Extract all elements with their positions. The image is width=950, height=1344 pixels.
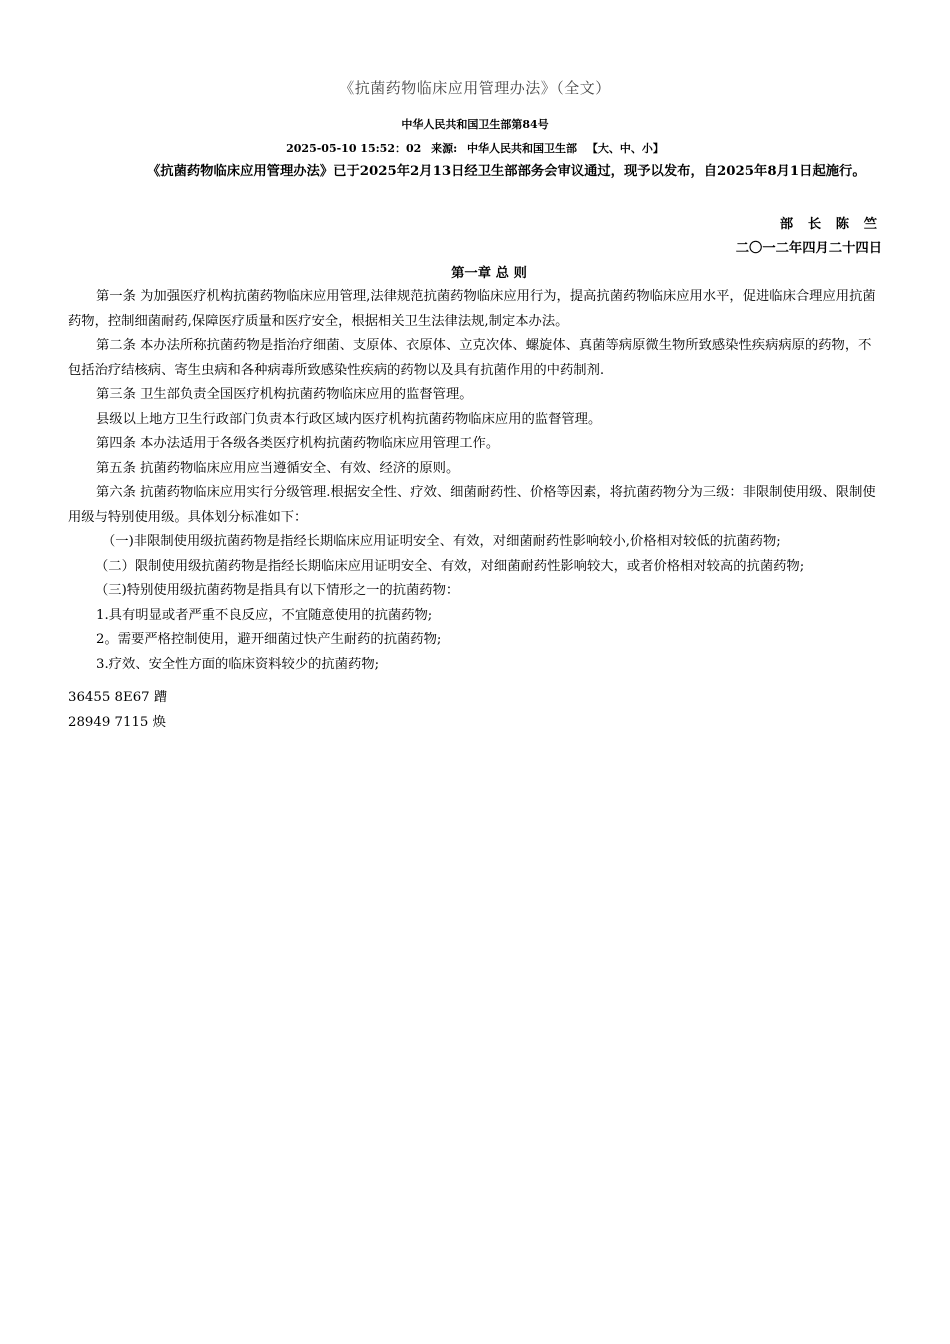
- sign-date: 二〇一二年四月二十四日: [735, 241, 882, 256]
- articles-section: [68, 285, 882, 677]
- article-paragraph: 县级以上地方卫生行政部门负责本行政区域内医疗机构抗菌药物临床应用的监督管理。: [96, 411, 602, 427]
- trailing-code-line: 36455 8E67 蹧: [68, 690, 168, 705]
- article-paragraph: 第五条 抗菌药物临床应用应当遵循安全、有效、经济的原则。: [96, 460, 460, 476]
- article-paragraph: 第三条 卫生部负责全国医疗机构抗菌药物临床应用的监督管理。: [96, 387, 473, 402]
- intro-paragraph: 《抗菌药物临床应用管理办法》已于2025年2月13日经卫生部部务会审议通过，现予以发布，自2025年8月1日起施行。: [147, 164, 866, 179]
- document-subtitle: 中华人民共和国卫生部第84号: [401, 118, 549, 131]
- classification-item: （一)非限制使用级抗菌药物是指经长期临床应用证明安全、有效，对细菌耐药性影响较小,价格相对较低的抗菌药物;: [102, 534, 781, 549]
- source-name: 中华人民共和国卫生部: [467, 142, 578, 155]
- publish-datetime: 2025-05-10 15:52：02: [286, 142, 422, 155]
- article-paragraph: 第四条 本办法适用于各级各类医疗机构抗菌药物临床应用管理工作。: [96, 436, 500, 451]
- classification-item: （三)特别使用级抗菌药物是指具有以下情形之一的抗菌药物：: [95, 583, 460, 598]
- document-meta: [0, 140, 950, 156]
- chapter-title: 第一章 总 则: [451, 266, 527, 281]
- article-paragraph: 第二条 本办法所称抗菌药物是指治疗细菌、支原体、衣原体、立克次体、螺旋体、真菌等病原微生物所致感染性疾病病原的药物，不包括治疗结核病、寄生虫病和各种病毒所致感染性疾病的药物以及具有抗菌作用的中药制剂.: [68, 338, 872, 378]
- article-paragraph: 第六条 抗菌药物临床应用实行分级管理.根据安全性、疗效、细菌耐药性、价格等因素，将抗菌药物分为三级：非限制使用级、限制使用级与特别使用级。具体划分标准如下：: [68, 485, 876, 525]
- list-item: 1.具有明显或者严重不良反应，不宜随意使用的抗菌药物;: [96, 607, 433, 623]
- classification-item: （二）限制使用级抗菌药物是指经长期临床应用证明安全、有效，对细菌耐药性影响较大，或者价格相对较高的抗菌药物;: [95, 558, 805, 574]
- document-title: 《抗菌药物临床应用管理办法》（全文）: [339, 79, 611, 97]
- list-item: 2。需要严格控制使用，避开细菌过快产生耐药的抗菌药物;: [96, 632, 442, 647]
- list-item: 3.疗效、安全性方面的临床资料较少的抗菌药物;: [96, 656, 380, 672]
- trailing-code-line: 28949 7115 焕: [68, 715, 166, 730]
- article-paragraph: 第一条 为加强医疗机构抗菌药物临床应用管理,法律规范抗菌药物临床应用行为，提高抗菌药物临床应用水平，促进临床合理应用抗菌药物，控制细菌耐药,保障医疗质量和医疗安全，根据相关卫生法律法规,制定本办法。: [68, 289, 876, 329]
- source-label: 来源:: [431, 142, 458, 155]
- signer: 部 长 陈 竺: [779, 217, 882, 232]
- font-size-options[interactable]: 【大、中、小】: [586, 142, 664, 155]
